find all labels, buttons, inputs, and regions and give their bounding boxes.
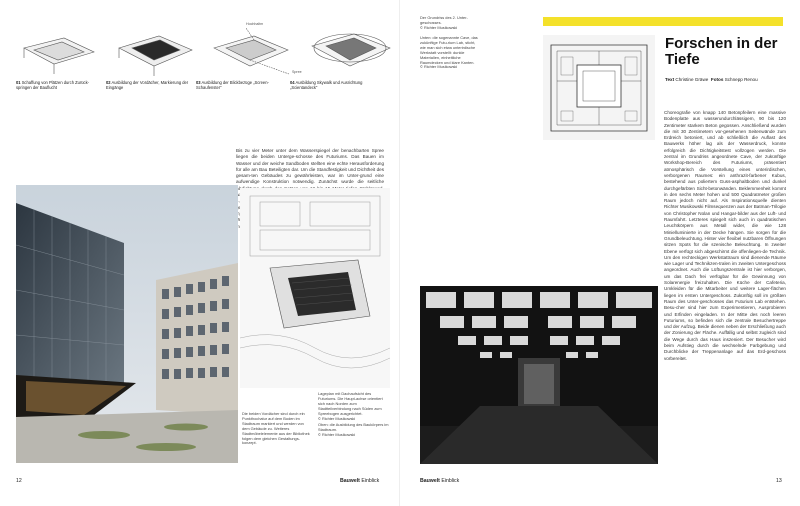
building-photo — [16, 185, 238, 463]
site-plan — [240, 188, 390, 388]
intro-text: Bis zu vier Meter unter dem Wasserspiegel der benachbarten Spree liegen die beiden Unterge-schosse des Futuriums. Das Bauen im Wasser und der weiche Sandboden stellten eine echte Herausforderung für alle am Bau Beteiligten dar. Um die Standfestigkeit und Dichtheit des gesam-ten Gebäudes zu gewährleisten, war im Unter-grund eine aufwendige Konstruktion notwendig. Zunächst wurde die seitliche — [236, 148, 384, 185]
roof-label: Hochhaltm — [246, 22, 264, 26]
diagram-caption-1: 01 Schaffung von Plätzen durch Zurück-springen der Bauflucht — [16, 80, 89, 91]
spree-label: Spree — [292, 70, 302, 74]
right-page — [400, 0, 800, 506]
diagram-caption-3: 03 Ausbildung der Blickbezüge „Screen-Schaufenster“ — [196, 80, 269, 91]
building-photo-svg — [16, 185, 238, 463]
cave-photo-svg — [420, 286, 658, 464]
concept-diagrams — [14, 18, 394, 78]
article-title: Forschen in der Tiefe — [665, 35, 778, 68]
photo-caption: Die beiden Vordächer sind durch ein Punkthochatur auf dem Boden im Stadtraum markiert und werden von dem Gebäude zu. Weiteres Stadtmöbelelemente aus der Bibliothek folgen dem gleichen Gestaltungs-konzept. — [242, 411, 310, 446]
left-footer: Bauwelt Einblick — [340, 478, 380, 484]
diagram-caption-4: 04 Ausbildung Skywalk und Ausrichtung „Scientandeck“ — [290, 80, 363, 91]
article-credits: Text Christine Gräwe Fotos Schnepp Renou — [665, 77, 758, 82]
site-plan-caption: Lageplan mit Dachaufsicht des Futuriums. Die Haupt-achse orientiert sich nach Norden zum Stadtteilverbindung nach Süden zum Spreebogen ausgerichtet. © Richter Musikowski Oben: die Ausbildung des Baukörpers im Stadtraum. © Richter Musikowski — [318, 391, 389, 438]
cave-photo — [420, 286, 658, 464]
body-text: Choreografie von knapp 140 Betonpfeilern eine massive Bodenplatte aus wasserundurchlässigem, 90 bis 120 Zentimeter starkem Beton gegossen. Anschließend wurden die mit 30 Zentimetern vor-gesehenen Seitenwände zum Erdreich betoniert, und ab schließlich die Auflast des Bauwerks höher lag als der Wasserdruck, konnte erfolgreich die Dichtigkeitstest vollzogen werden. Die zentral im Grundriss angeordnete Cave, der zukünftige Workshop-Bereich des Futuriums, präsentiert atmosphärisch die Vorstellung eines unterirdischen, verborgenen Raumes: ein anthrazit-farbener Kubus, bestehend aus poliertem Guss-asphaltboden und dunkel durchgefärbten Sicht-betonwänden. Beklemmenheit kommt in den sechs Meter hohen und 500 Quadratmeter großen Raum jedoch nicht auf. Als Inspirationsquelle dienten Richter Musikowski Filmsequenzen aus der Batman-Trilogie von Christopher Nolan und Hangar-bilder aus der Luft- und Raumfahrt. Letzteres spiegelt sich auch in quadratischen Leuchtkörpern aus Metall wider, die wie 128 Minielluminierte in der Decke hängen. Sie sorgen für die Grundbeleuchtung. Hinter vier flexibel nutzbaren Öffnungen sitzen Spots für die szenische Beleuchtung. In zweiter Ebene verfügt sich abgeschirmt die offenliegen-de Technik. Um den rechteckigen Werkstattraum sind dienende Räume wie Lager und Technikzen-tralen im zweiten Untergeschoss angeordnet. Auch die Lüftungszentrale ist hier verborgen, um das Dach frei verfügbar für die Gewinnung von Solarenergie freizuhalten. Die Küche der Cafeteria, Umkleiden für die Mitarbeiter und weitere Lager-flächen liegen im ersten Untergeschoss. Zukünftig soll im größten Raum des Unter-geschosses das Futurium Lab entstehen. Besu-cher sind hier zum Experimentieren, Ausprobieren und Erfinden eingeladen. In der Mitte des noch leeren Futuriums, so befinden sich die zentrale Besuchertreppe und der Aufzug. Beide dienen neben der Erschließung auch der Zonierung der Fläche. Auffällig und selbst zugleich sind die Wege durch das Haus inszeniert. Der Besucher wird beim Aufstieg durch die wechselnde Farbgebung und Durchblicke der Treppenanlage auf das Erd-geschoss vorbereitet. — [664, 110, 786, 361]
diagram-caption-2: 02 Ausbildung der Vordächer, Markierung der Eingänge — [106, 80, 189, 91]
site-plan-svg — [240, 188, 390, 388]
left-page-number: 12 — [16, 478, 22, 484]
right-footer: Bauwelt Einblick — [420, 478, 460, 484]
section-caption: Der Grundriss des 2. Unter-geschosses. © Richter Musikowski — [420, 15, 468, 30]
floor-plan — [543, 35, 655, 140]
plan-caption: Unten: die sogenannte Cave, das zukünftige Futu-rium Lab, sticht, wie man sich etwa unterirdische Werkstatt vorstellt: dunkle Materialien, einheitliche Raumdecken und klare Kanten. © Richter Musikowski — [420, 35, 478, 70]
accent-bar — [543, 17, 783, 26]
floor-plan-svg — [543, 35, 655, 140]
right-page-number: 13 — [776, 478, 782, 484]
concept-diagrams-svg — [14, 18, 394, 78]
